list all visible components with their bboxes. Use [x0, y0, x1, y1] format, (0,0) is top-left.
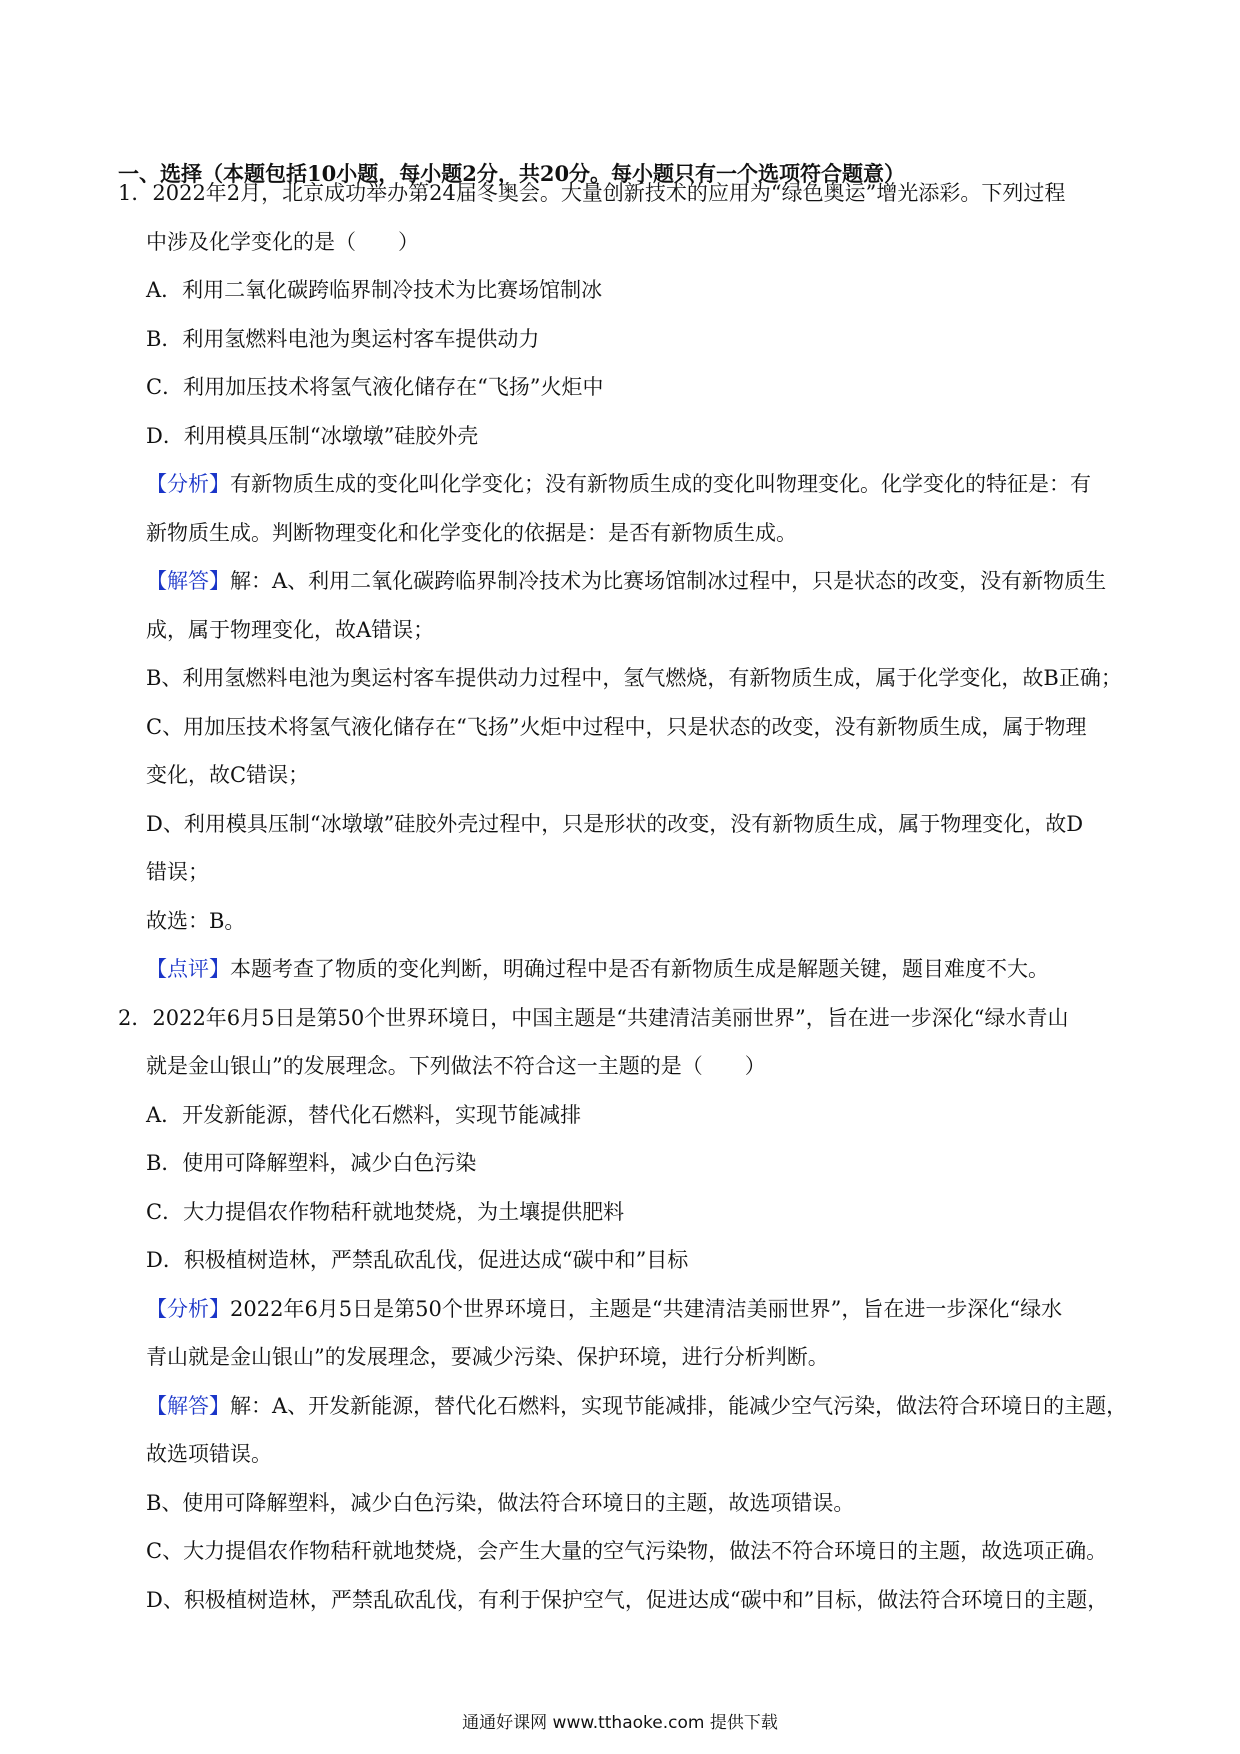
q2-option-c: C．大力提倡农作物秸秆就地焚烧，为土壤提供肥料 [146, 1200, 625, 1224]
q2-analysis-line1: 【分析】2022年6月5日是第50个世界环境日，主题是“共建清洁美丽世界”，旨在进一步深化“绿水 [146, 1297, 1063, 1321]
q2-option-b: B．使用可降解塑料，减少白色污染 [146, 1151, 477, 1175]
analysis-tag: 【分析】 [146, 472, 230, 496]
q1-answer-line2: 成，属于物理变化，故A错误； [146, 618, 435, 642]
q2-option-d: D．积极植树造林，严禁乱砍乱伐，促进达成“碳中和”目标 [146, 1248, 689, 1272]
page-footer: 通通好课网 www.tthaoke.com 提供下载 [462, 1713, 778, 1733]
q2-stem-line1: 2．2022年6月5日是第50个世界环境日，中国主题是“共建清洁美丽世界”，旨在进一步深化“绿水青山 [118, 1006, 1069, 1030]
answer-tag: 【解答】 [146, 569, 230, 593]
comment-tag: 【点评】 [146, 957, 230, 981]
q1-analysis-line1: 【分析】有新物质生成的变化叫化学变化；没有新物质生成的变化叫物理变化。化学变化的特征是：有 [146, 472, 1091, 496]
q1-answer-line8: 故选：B。 [146, 909, 246, 933]
q1-answer-line4: C、用加压技术将氢气液化储存在“飞扬”火炬中过程中，只是状态的改变，没有新物质生成，属于物理 [146, 715, 1087, 739]
q1-analysis-line2: 新物质生成。判断物理变化和化学变化的依据是：是否有新物质生成。 [146, 521, 797, 545]
q2-analysis-line2: 青山就是金山银山”的发展理念，要减少污染、保护环境，进行分析判断。 [146, 1345, 829, 1369]
q1-option-a: A．利用二氧化碳跨临界制冷技术为比赛场馆制冰 [146, 278, 603, 302]
q1-option-c: C．利用加压技术将氢气液化储存在“飞扬”火炬中 [146, 375, 604, 399]
q1-answer-line5: 变化，故C错误； [146, 763, 310, 787]
q1-option-d: D．利用模具压制“冰墩墩”硅胶外壳 [146, 424, 479, 448]
q1-answer-line1: 【解答】解：A、利用二氧化碳跨临界制冷技术为比赛场馆制冰过程中，只是状态的改变，没有新物质生 [146, 569, 1107, 593]
q2-answer-line2: 故选项错误。 [146, 1442, 272, 1466]
q1-stem-line2: 中涉及化学变化的是（ ） [146, 230, 419, 254]
q1-answer-line6: D、利用模具压制“冰墩墩”硅胶外壳过程中，只是形状的改变，没有新物质生成，属于物理变化，故D [146, 812, 1084, 836]
q2-answer-line5: D、积极植树造林，严禁乱砍乱伐，有利于保护空气，促进达成“碳中和”目标，做法符合环境日的主题， [146, 1588, 1109, 1612]
answer-tag: 【解答】 [146, 1394, 230, 1418]
q2-answer-line3: B、使用可降解塑料，减少白色污染，做法符合环境日的主题，故选项错误。 [146, 1491, 855, 1515]
q1-answer-line3: B、利用氢燃料电池为奥运村客车提供动力过程中，氢气燃烧，有新物质生成，属于化学变化，故B正确； [146, 666, 1122, 690]
q2-answer-line4: C、大力提倡农作物秸秆就地焚烧，会产生大量的空气污染物，做法不符合环境日的主题，故选项正确。 [146, 1539, 1108, 1563]
q2-answer-line1: 【解答】解：A、开发新能源，替代化石燃料，实现节能减排，能减少空气污染，做法符合环境日的主题， [146, 1394, 1128, 1418]
q1-comment: 【点评】本题考查了物质的变化判断，明确过程中是否有新物质生成是解题关键，题目难度不大。 [146, 957, 1049, 981]
q2-stem-line2: 就是金山银山”的发展理念。下列做法不符合这一主题的是（ ） [146, 1054, 766, 1078]
q1-answer-line7: 错误； [146, 860, 209, 884]
section-title: 一、选择（本题包括10小题，每小题2分，共20分。每小题只有一个选项符合题意） [118, 161, 906, 186]
analysis-tag: 【分析】 [146, 1297, 230, 1321]
q1-option-b: B．利用氢燃料电池为奥运村客车提供动力 [146, 327, 540, 351]
q1-stem-line1: 1．2022年2月，北京成功举办第24届冬奥会。大量创新技术的应用为“绿色奥运”增光添彩。下列过程 [118, 181, 1066, 205]
q2-option-a: A．开发新能源，替代化石燃料，实现节能减排 [146, 1103, 582, 1127]
